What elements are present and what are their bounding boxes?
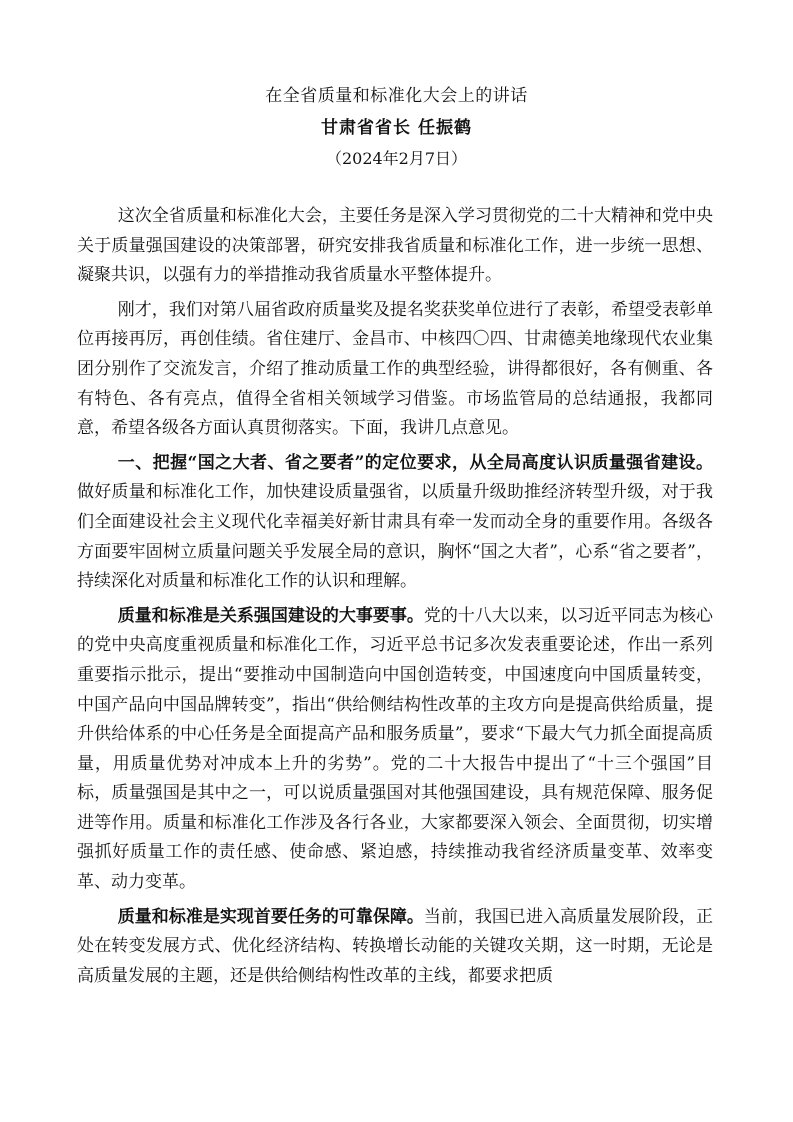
paragraph-5: [77, 903, 713, 992]
paragraph-4: [77, 602, 713, 898]
document-body: [77, 202, 713, 996]
paragraph-text: 做好质量和标准化工作，加快建设质量强省，以质量升级助推经济转型升级，对于我们全面建设社会主义现代化幸福美好新甘肃具有牵一发而动全身的重要作用。各级各方面要牢固树立质量问题关乎发展全局的意识，胸怀“国之大者”，心系“省之要者”，持续深化对质量和标准化工作的认识和理解。: [77, 482, 713, 592]
document-author: 甘肃省省长 任振鹤: [321, 118, 472, 138]
paragraph-text: 当前，我国已进入高质量发展阶段，正处在转变发展方式、优化经济结构、转换增长动能的关键攻关期，这一时期，无论是高质量发展的主题，还是供给侧结构性改革的主线，都要求把质: [77, 906, 714, 986]
paragraph-text: 刚才，我们对第八届省政府质量奖及提名奖获奖单位进行了表彰，希望受表彰单位再接再厉，再创佳绩。省住建厅、金昌市、中核四〇四、甘肃德美地缘现代农业集团分别作了交流发言，介绍了推动质量工作的典型经验，讲得都很好，各有侧重、各有特色、各有亮点，值得全省相关领域学习借鉴。市场监管局的总结通报，我都同意，希望各级各方面认真贯彻落实。下面，我讲几点意见。: [77, 299, 713, 439]
document-date: （2024年2月7日）: [325, 149, 468, 168]
paragraph-1: [77, 202, 713, 291]
paragraph-2: [77, 296, 713, 444]
subsection-heading: 质量和标准是实现首要任务的可靠保障。: [117, 906, 424, 927]
paragraph-text: 这次全省质量和标准化大会，主要任务是深入学习贯彻党的二十大精神和党中央关于质量强国建设的决策部署，研究安排我省质量和标准化工作，进一步统一思想、凝聚共识，以强有力的举措推动我省质量水平整体提升。: [77, 206, 713, 286]
paragraph-text: 党的十八大以来，以习近平同志为核心的党中央高度重视质量和标准化工作，习近平总书记多次发表重要论述，作出一系列重要指示批示，提出“要推动中国制造向中国创造转变，中国速度向中国质量转变，中国产品向中国品牌转变”，指出“供给侧结构性改革的主攻方向是提高供给质量，提升供给体系的中心任务是全面提高产品和服务质量”，要求“下最大气力抓全面提高质量，用质量优势对冲成本上升的劣势”。党的二十大报告中提出了“十三个强国”目标，质量强国是其中之一，可以说质量强国对其他强国建设，具有规范保障、服务促进等作用。质量和标准化工作涉及各行各业，大家都要深入领会、全面贯彻，切实增强抓好质量工作的责任感、使命感、紧迫感，持续推动我省经济质量变革、效率变革、动力变革。: [77, 605, 714, 893]
paragraph-3: [77, 449, 713, 597]
subsection-heading: 质量和标准是关系强国建设的大事要事。: [117, 605, 424, 626]
document-title: 在全省质量和标准化大会上的讲话: [265, 86, 528, 106]
section-heading: 一、把握“国之大者、省之要者”的定位要求，从全局高度认识质量强省建设。: [117, 452, 713, 473]
